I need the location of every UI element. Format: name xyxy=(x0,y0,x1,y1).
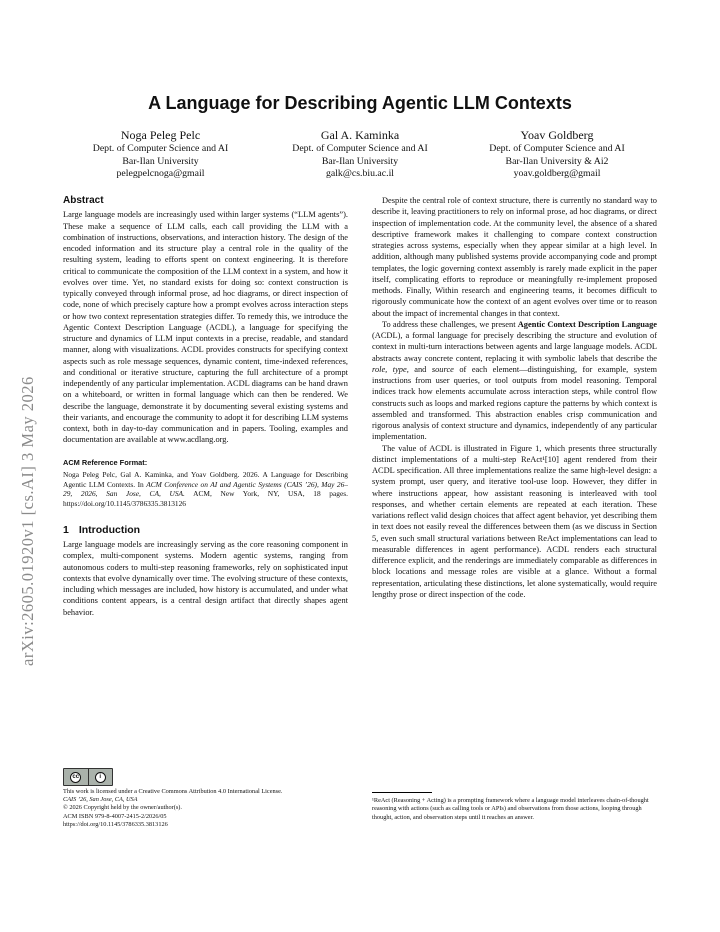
conference-line: CAIS ’26, San Jose, CA, USA xyxy=(63,796,138,804)
acm-reference-authors: Noga Peleg Pelc, Gal A. Kaminka, and Yoav Goldberg. 2026. A Language for Describing Agentic LLM Contexts. In xyxy=(63,469,348,489)
text-span: (ACDL), a formal language for precisely describing the structure and evolution of context in multi-turn interactions between agents and large language models. ACDL abstracts away concrete content, replacing it with symbolic labels that describe the xyxy=(372,331,657,363)
isbn-line: ACM ISBN 979-8-4007-2415-2/2026/05 xyxy=(63,812,167,820)
acm-reference-heading: ACM Reference Format: xyxy=(63,457,148,467)
author-block xyxy=(73,128,248,181)
body-paragraph xyxy=(372,319,657,443)
author-dept: Dept. of Computer Science and AI xyxy=(92,143,229,154)
body-paragraph: The value of ACDL is illustrated in Figure 1, which presents three structurally distinct implementations of a multi-step ReAct¹[10] agent rendered from their ACDL specification. All three implementations realize the same high-level design: a system prompt, user query, and iterative tool-use loop. However, they differ in where instructions appear, how assistant reasoning is interleaved with tool responses, and whether certain elements are repeated at each iteration. These variations reflect valid design choices that affect agent behavior, yet describing them in text does not easily reveal the differences between them (as we discuss in Section 5, even such small structural variations between ReAct implementations can lead to measurable differences in agent performance). ACDL renders each structural difference explicit, and the renderings are immediately comparable as differences in block locations and message roles are visible at a glance. Without a formal representation, articulating these distinctions, let alone systematically, would require lengthy prose or direct inspection of the code. xyxy=(372,443,657,599)
abstract-text: Large language models are increasingly used within larger systems (“LLM agents”). These make a sequence of LLM calls, each call providing the LLM with a combination of instructions, observations, and interaction history. The design of the encoded information and its structure play a central role in the quality of the resulting system, leading to efforts spent on context engineering. It is therefore critical to communicate the composition of the LLM context in a system, and how it evolves over time. Yet, no standard exists for doing so: context construction is typically conveyed through informal prose, ad hoc diagrams, or direct inspection of code, none of which precisely capture how a prompt evolves across interaction steps or how two context representation strategies differ. To remedy this, we introduce the Agentic Context Description Language (ACDL), a language for specifying the structure and dynamics of LLM input contexts in a precise, readable, and standard manner, along with visualizations. ACDL provides constructs for specifying context aspects such as role message sequences, dynamic content, time-indexed references, and conditional or iterative structure, capturing the full architecture of a prompt independently of any particular implementation. ACDL diagrams can be hand drawn on a whiteboard, or written in formal language which can then be rendered. We describe the language, demonstrate it by documenting several existing systems and their variants, and encourage the community to adopt it for describing LLM systems context, both in day-to-day communication and in papers. Tooling, examples and documentation are available at www.acdlang.org. xyxy=(63,210,348,445)
arxiv-stamp: arXiv:2605.01920v1 [cs.AI] 3 May 2026 xyxy=(18,376,37,666)
cc-by-badge[interactable] xyxy=(63,768,113,786)
author-affiliation: Bar-Ilan University & Ai2 xyxy=(505,155,609,167)
footnote-rule xyxy=(372,792,432,793)
copyright-line: © 2026 Copyright held by the owner/author(s). xyxy=(63,804,182,812)
text-span: To address these challenges, we present xyxy=(382,319,518,329)
author-name: Noga Peleg Pelc xyxy=(120,128,201,142)
text-span: of each element—distinguishing, for example, system instructions from user queries, or tool outputs from model reasoning. Temporal indices track how elements accumulate across interaction steps, while control flow constructs such as loops and marked regions capture the patterns by which context is assembled and transformed. This abstraction enables crisp communication and rigorous analysis of context structure and dynamics, independently of any particular implementation. xyxy=(372,364,658,442)
author-affiliation: Bar-Ilan University xyxy=(321,155,399,167)
acdl-name-bold: Agentic Context Description Language xyxy=(517,319,657,329)
paper-title: A Language for Describing Agentic LLM Contexts xyxy=(148,93,572,113)
author-email: yoav.goldberg@gmail xyxy=(513,168,601,180)
section-title: Introduction xyxy=(78,523,141,536)
abstract-heading: Abstract xyxy=(63,195,104,206)
license-line: This work is licensed under a Creative Commons Attribution 4.0 International License. xyxy=(63,788,283,795)
text-italic: source xyxy=(431,364,454,374)
footnote xyxy=(372,792,657,822)
section-number: 1 xyxy=(63,523,69,536)
author-email: galk@cs.biu.ac.il xyxy=(325,168,395,180)
right-column xyxy=(372,195,657,600)
cc-icon: cc xyxy=(70,772,81,783)
author-block xyxy=(467,128,647,181)
author-dept: Dept. of Computer Science and AI xyxy=(292,143,428,154)
body-paragraph: Despite the central role of context structure, there is currently no standard way to describe it, leaving practitioners to rely on informal prose, ad hoc diagrams, or direct inspection of implementation code. At the community level, the absence of a shared descriptive framework makes it challenging to compare context construction strategies across systems, especially when they appear similar at a high level. In addition, although many published systems provide accompanying code and prompt templates, the logic governing context assembly is rarely made explicit in the paper itself, complicating efforts to reproduce or meaningfully re-implement proposed methods. Finally, Within research and engineering teams, it becomes difficult to rigorously communicate how the context of an agent evolves over time or to reason about the impact of incremental changes in that context. xyxy=(372,196,657,318)
footnote-text: ¹ReAct (Reasoning + Acting) is a prompting framework where a language model interleaves chain-of-thought reasoning with actions (such as calling tools or APIs) and observations from those actions, looping through thought, action, and observation steps until it reaches an answer. xyxy=(372,797,649,821)
text-italic: role, type, xyxy=(372,364,409,374)
intro-heading xyxy=(63,525,348,536)
acm-reference-doi: ACM, New York, NY, USA, 18 pages. https://doi.org/10.1145/3786335.3813126 xyxy=(63,489,348,509)
author-affiliation: Bar-Ilan University xyxy=(122,155,199,167)
acm-reference-venue: ACM Conference on AI and Agentic Systems (CAIS ’26), May 26–29, 2026, San Jose, CA, USA. xyxy=(63,479,348,499)
author-name: Gal A. Kaminka xyxy=(320,128,400,142)
text-span: and xyxy=(408,364,432,374)
author-email: pelegpelcnoga@gmail xyxy=(116,168,205,180)
doi-link[interactable]: https://doi.org/10.1145/3786335.3813126 xyxy=(63,820,168,828)
acm-reference-text xyxy=(63,470,348,509)
left-column xyxy=(63,195,348,618)
author-name: Yoav Goldberg xyxy=(520,128,594,142)
attribution-icon: i xyxy=(95,772,106,783)
author-block xyxy=(270,128,450,181)
license-block xyxy=(63,768,348,829)
intro-paragraph: Large language models are increasingly serving as the core reasoning component in complex, multi-component systems. Modern agentic systems, ranging from autonomous coders to multi-step reasoning frameworks, rely on sophisticated input contexts that evolve dynamically over time. The evolving structure of these contexts, including which messages are included, how history is accumulated, and under what conditions content appears, is a central design artifact that directly shapes agent behavior. xyxy=(63,540,348,617)
author-dept: Dept. of Computer Science and AI xyxy=(489,143,625,154)
